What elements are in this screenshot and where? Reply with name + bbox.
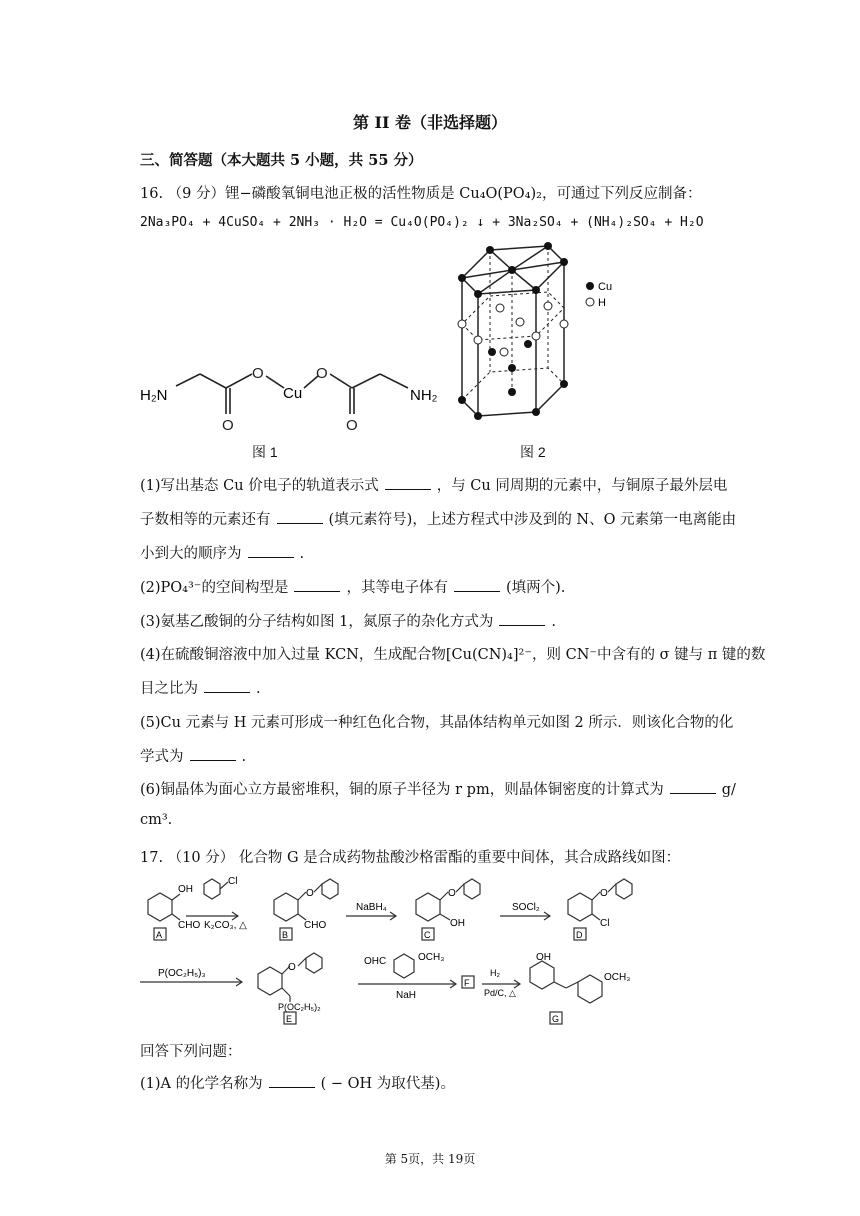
q16-part3: (3)氨基乙酸铜的分子结构如图 1，氮原子的杂化方式为 . bbox=[140, 614, 556, 630]
answer-blank[interactable] bbox=[499, 613, 545, 626]
svg-text:Cl: Cl bbox=[600, 918, 610, 929]
answer-blank[interactable] bbox=[294, 579, 340, 592]
q16-part5-line1: (5)Cu 元素与 H 元素可形成一种红色化合物，其晶体结构单元如图 2 所示．则该化合物的化 bbox=[140, 715, 734, 731]
answer-blank[interactable] bbox=[670, 781, 716, 794]
svg-text:O: O bbox=[346, 417, 358, 434]
fig1-cu-label: Cu bbox=[283, 385, 303, 402]
compound-label-d: D bbox=[576, 930, 583, 940]
page-footer: 第 5页，共 19页 bbox=[384, 1152, 476, 1166]
svg-text:SOCl₂: SOCl₂ bbox=[512, 902, 540, 913]
svg-text:O: O bbox=[306, 888, 314, 899]
q16-part5-line2: 学式为 . bbox=[140, 749, 247, 765]
q16-equation: 2Na₃PO₄ + 4CuSO₄ + 2NH₃ · H₂O = Cu₄O(PO₄)₂ ↓ + 3Na₂SO₄ + (NH₄)₂SO₄ + H₂O bbox=[140, 215, 704, 230]
q16-intro: 16. （9 分）锂−磷酸氧铜电池正极的活性物质是 Cu₄O(PO₄)₂，可通过下列反应制备： bbox=[140, 186, 702, 202]
q16-part4-line1: (4)在硫酸铜溶液中加入过量 KCN，生成配合物[Cu(CN)₄]²⁻，则 CN⁻中含有的 σ 键与 π 键的数 bbox=[140, 647, 766, 663]
q16-part1-line2: 子数相等的元素还有 (填元素符号)，上述方程式中涉及到的 N、O 元素第一电离能由 bbox=[140, 512, 737, 528]
svg-text:H₂: H₂ bbox=[490, 968, 500, 978]
compound-label-c: C bbox=[424, 930, 431, 940]
q16-part6-line2: cm³. bbox=[140, 812, 173, 828]
q17-intro: 17. （10 分） 化合物 G 是合成药物盐酸沙格雷酯的重要中间体，其合成路线如图： bbox=[140, 850, 681, 866]
fig2-legend-cu: Cu bbox=[598, 281, 613, 293]
answer-blank[interactable] bbox=[269, 1075, 315, 1088]
svg-text:Cl: Cl bbox=[228, 876, 238, 887]
fig1-h2n-label: H₂N bbox=[140, 387, 168, 404]
fig2-legend-h: H bbox=[598, 297, 606, 309]
svg-text:P(OC₂H₅)₂: P(OC₂H₅)₂ bbox=[278, 1002, 321, 1012]
svg-text:OCH₃: OCH₃ bbox=[418, 952, 445, 963]
q16-part1-line1: (1)写出基态 Cu 价电子的轨道表示式 ，与 Cu 同周期的元素中，与铜原子最外层电 bbox=[140, 478, 728, 494]
svg-text:O: O bbox=[316, 365, 328, 382]
svg-text:K₂CO₃, △: K₂CO₃, △ bbox=[204, 920, 247, 931]
compound-label-e: E bbox=[286, 1014, 293, 1024]
compound-label-b: B bbox=[282, 930, 289, 940]
svg-text:O: O bbox=[222, 417, 234, 434]
answer-blank[interactable] bbox=[204, 680, 250, 693]
answer-blank[interactable] bbox=[454, 579, 500, 592]
compound-label-g: G bbox=[552, 1014, 560, 1024]
page-title: 第 II 卷（非选择题） bbox=[352, 113, 508, 132]
svg-text:OH: OH bbox=[536, 952, 551, 963]
section-heading: 三、简答题（本大题共 5 小题，共 55 分） bbox=[140, 152, 423, 169]
svg-text:CHO: CHO bbox=[178, 920, 201, 931]
svg-text:O: O bbox=[288, 962, 296, 973]
compound-label-f: F bbox=[464, 978, 470, 988]
figure-1-caption: 图 1 bbox=[252, 444, 278, 460]
svg-text:P(OC₂H₅)₃: P(OC₂H₅)₃ bbox=[158, 968, 206, 979]
q16-part2: (2)PO₄³⁻的空间构型是 ，其等电子体有 (填两个). bbox=[140, 580, 566, 596]
svg-text:O: O bbox=[448, 888, 456, 899]
svg-text:O: O bbox=[600, 888, 608, 899]
answer-blank[interactable] bbox=[190, 748, 236, 761]
svg-text:OH: OH bbox=[450, 918, 465, 929]
compound-label-a: A bbox=[156, 930, 163, 940]
svg-text:CHO: CHO bbox=[304, 920, 327, 931]
q16-part4-line2: 目之比为 . bbox=[140, 681, 261, 697]
q17-part1: (1)A 的化学名称为 ( − OH 为取代基)。 bbox=[140, 1076, 455, 1092]
answer-blank[interactable] bbox=[277, 511, 323, 524]
q16-part1-line3: 小到大的顺序为 . bbox=[140, 546, 305, 562]
svg-text:O: O bbox=[252, 365, 264, 382]
q16-part6-line1: (6)铜晶体为面心立方最密堆积，铜的原子半径为 r pm，则晶体铜密度的计算式为 g/ bbox=[140, 782, 736, 798]
svg-text:Pd/C, △: Pd/C, △ bbox=[484, 988, 516, 998]
figure-1-structure bbox=[138, 358, 448, 438]
svg-text:NaH: NaH bbox=[396, 990, 417, 1001]
synthesis-row-2 bbox=[138, 950, 678, 1030]
svg-text:OCH₃: OCH₃ bbox=[604, 972, 631, 983]
fig1-nh2-label: NH₂ bbox=[410, 387, 438, 404]
q17-prompt: 回答下列问题： bbox=[140, 1044, 242, 1060]
answer-blank[interactable] bbox=[385, 477, 431, 490]
figure-2-unit-cell bbox=[452, 240, 622, 434]
answer-blank[interactable] bbox=[248, 545, 294, 558]
svg-text:OHC: OHC bbox=[364, 956, 387, 967]
synthesis-row-1 bbox=[138, 870, 678, 950]
svg-text:NaBH₄: NaBH₄ bbox=[356, 902, 387, 913]
figure-2-caption: 图 2 bbox=[520, 444, 546, 460]
svg-text:OH: OH bbox=[178, 884, 193, 895]
